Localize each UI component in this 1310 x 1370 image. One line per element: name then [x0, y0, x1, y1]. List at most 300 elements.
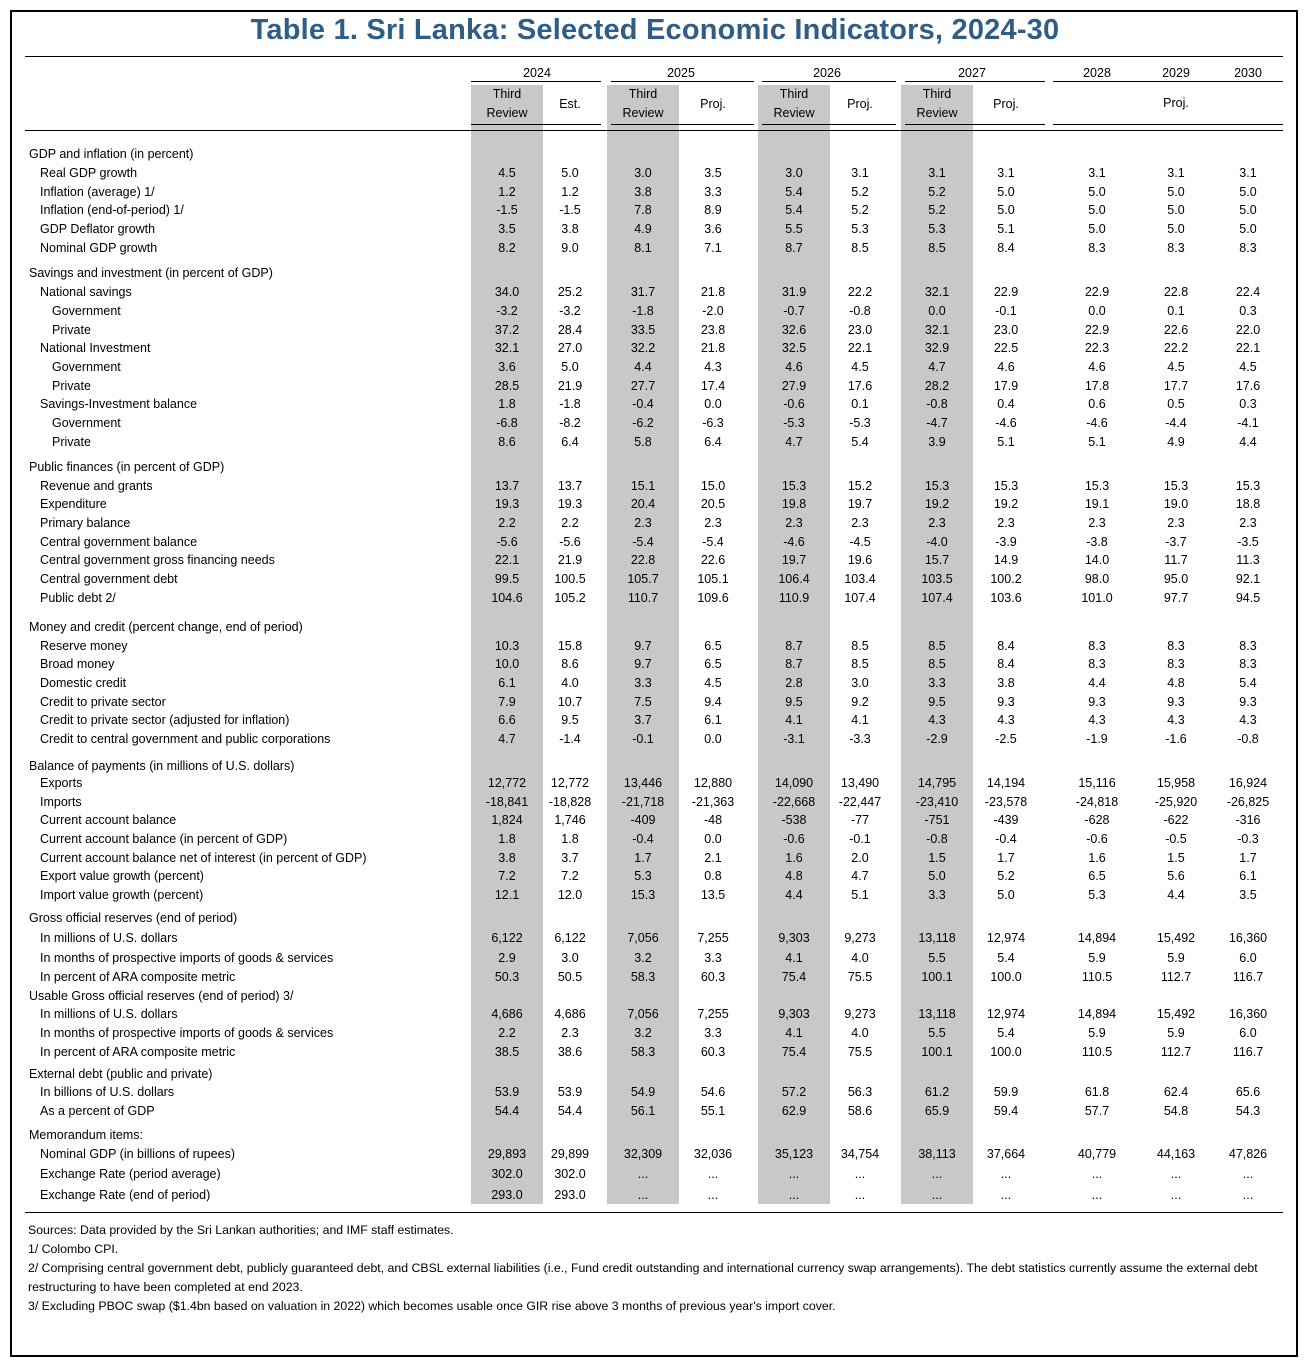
cell-value: 4.1: [785, 1026, 803, 1040]
cell-value: 116.7: [1232, 1045, 1264, 1059]
cell-value: 34.0: [494, 285, 520, 299]
subheader-rule: [905, 124, 1045, 125]
cell-value: 17.6: [847, 379, 873, 393]
cell-value: 53.9: [494, 1085, 520, 1099]
cell-value: 3.6: [704, 222, 722, 236]
cell-value: 8.3: [1088, 241, 1106, 255]
cell-value: 103.4: [844, 572, 876, 586]
cell-value: 8.1: [634, 241, 652, 255]
cell-value: -4.4: [1165, 416, 1187, 430]
cell-value: 3.6: [498, 360, 516, 374]
year-label-2030: 2030: [1234, 66, 1262, 80]
cell-value: 1.6: [1088, 851, 1106, 865]
row-label: In months of prospective imports of goods & services: [40, 951, 334, 965]
cell-value: 104.6: [491, 591, 523, 605]
cell-value: 59.4: [993, 1104, 1019, 1118]
cell-value: 17.7: [1163, 379, 1189, 393]
cell-value: 3.5: [704, 166, 722, 180]
cell-value: 4.0: [851, 951, 869, 965]
cell-value: 9.3: [1167, 695, 1185, 709]
cell-value: 8.4: [997, 639, 1015, 653]
cell-value: 112.7: [1160, 1045, 1192, 1059]
subheader-rule: [762, 124, 896, 125]
cell-value: 98.0: [1084, 572, 1110, 586]
cell-value: 106.4: [778, 572, 810, 586]
cell-value: 5.4: [851, 435, 869, 449]
cell-value: 5.9: [1088, 951, 1106, 965]
row-label: GDP Deflator growth: [40, 222, 156, 236]
cell-value: -6.2: [632, 416, 654, 430]
cell-value: 293.0: [554, 1188, 586, 1202]
cell-value: 1.2: [498, 185, 516, 199]
cell-value: 0.1: [1167, 304, 1185, 318]
cell-value: 5.3: [928, 222, 946, 236]
cell-value: 22.9: [1084, 323, 1110, 337]
cell-value: 99.5: [494, 572, 520, 586]
cell-value: 110.5: [1081, 1045, 1113, 1059]
cell-value: 50.3: [494, 970, 520, 984]
row-label: Reserve money: [40, 639, 128, 653]
cell-value: -0.8: [926, 832, 948, 846]
cell-value: 37,664: [986, 1147, 1026, 1161]
cell-value: 9,303: [778, 1007, 810, 1021]
cell-value: 19.2: [924, 497, 950, 511]
row-label: Current account balance (in percent of GDP): [40, 832, 288, 846]
cell-value: 21.8: [700, 341, 726, 355]
cell-value: 8.7: [785, 639, 803, 653]
cell-value: 14,894: [1077, 931, 1117, 945]
row-label: Import value growth (percent): [40, 888, 204, 902]
cell-value: ...: [707, 1188, 719, 1202]
cell-value: 38.5: [494, 1045, 520, 1059]
cell-value: 32.6: [781, 323, 807, 337]
cell-value: 8.5: [928, 639, 946, 653]
cell-value: 31.7: [630, 285, 656, 299]
cell-value: 9.5: [928, 695, 946, 709]
cell-value: 3.3: [634, 676, 652, 690]
cell-value: 5.0: [561, 360, 579, 374]
cell-value: 3.1: [997, 166, 1015, 180]
cell-value: 10.3: [494, 639, 520, 653]
cell-value: 7,056: [627, 931, 659, 945]
cell-value: 58.6: [847, 1104, 873, 1118]
year-label-2027: 2027: [958, 66, 986, 80]
cell-value: 7.5: [634, 695, 652, 709]
third-review-header: Review: [622, 106, 664, 120]
cell-value: 4.3: [1088, 713, 1106, 727]
cell-value: 7.2: [498, 869, 516, 883]
cell-value: 15.3: [993, 479, 1019, 493]
row-label: Domestic credit: [40, 676, 127, 690]
cell-value: 8.4: [997, 657, 1015, 671]
cell-value: -0.6: [783, 397, 805, 411]
cell-value: 7.8: [634, 203, 652, 217]
cell-value: 27.7: [630, 379, 656, 393]
cell-value: 8.7: [785, 657, 803, 671]
cell-value: 16,924: [1228, 776, 1268, 790]
cell-value: -3.7: [1165, 535, 1187, 549]
cell-value: 6.5: [1088, 869, 1106, 883]
cell-value: 9,273: [844, 931, 876, 945]
cell-value: 3.8: [561, 222, 579, 236]
cell-value: 6.1: [704, 713, 722, 727]
cell-value: 3.1: [1239, 166, 1257, 180]
cell-value: ...: [931, 1188, 943, 1202]
cell-value: 14,894: [1077, 1007, 1117, 1021]
section-title: Money and credit (percent change, end of period): [29, 620, 303, 634]
cell-value: -1.5: [559, 203, 581, 217]
cell-value: 25.2: [557, 285, 583, 299]
cell-value: -5.6: [559, 535, 581, 549]
cell-value: 0.6: [1088, 397, 1106, 411]
cell-value: 12,974: [986, 931, 1026, 945]
section-title: GDP and inflation (in percent): [29, 147, 194, 161]
cell-value: 7.2: [561, 869, 579, 883]
cell-value: 10.7: [557, 695, 583, 709]
section-title: Usable Gross official reserves (end of period) 3/: [29, 989, 294, 1003]
row-label: Credit to private sector: [40, 695, 166, 709]
cell-value: -1.5: [496, 203, 518, 217]
cell-value: 5.1: [997, 435, 1015, 449]
row-label: Expenditure: [40, 497, 107, 511]
cell-value: 21.8: [700, 285, 726, 299]
row-label: Nominal GDP (in billions of rupees): [40, 1147, 235, 1161]
row-label: Government: [52, 360, 121, 374]
cell-value: 5.2: [928, 203, 946, 217]
cell-value: 13.7: [494, 479, 520, 493]
cell-value: 8.3: [1239, 657, 1257, 671]
cell-value: 8.5: [851, 639, 869, 653]
cell-value: -0.7: [783, 304, 805, 318]
table-bottom-rule: [25, 1212, 1283, 1213]
cell-value: 5.0: [1088, 222, 1106, 236]
cell-value: 3.5: [1239, 888, 1257, 902]
cell-value: 5.5: [928, 951, 946, 965]
cell-value: 5.1: [1088, 435, 1106, 449]
cell-value: 2.3: [1088, 516, 1106, 530]
cell-value: 116.7: [1232, 970, 1264, 984]
cell-value: 13,446: [623, 776, 663, 790]
cell-value: 22.3: [1084, 341, 1110, 355]
cell-value: 5.1: [997, 222, 1015, 236]
row-label: Current account balance: [40, 813, 177, 827]
cell-value: 29,899: [550, 1147, 590, 1161]
row-label: Nominal GDP growth: [40, 241, 158, 255]
cell-value: 19.1: [1084, 497, 1110, 511]
cell-value: -4.5: [849, 535, 871, 549]
cell-value: 3.3: [928, 676, 946, 690]
cell-value: -24,818: [1075, 795, 1119, 809]
cell-value: 23.0: [993, 323, 1019, 337]
cell-value: -0.4: [632, 397, 654, 411]
cell-value: 2.3: [928, 516, 946, 530]
cell-value: 9.5: [785, 695, 803, 709]
cell-value: ...: [1091, 1167, 1103, 1181]
row-label: Real GDP growth: [40, 166, 138, 180]
cell-value: 8.3: [1167, 241, 1185, 255]
cell-value: 95.0: [1163, 572, 1189, 586]
cell-value: 5.0: [1167, 222, 1185, 236]
cell-value: 15.3: [1084, 479, 1110, 493]
cell-value: 4.5: [498, 166, 516, 180]
cell-value: 22.8: [1163, 285, 1189, 299]
cell-value: -1.6: [1165, 732, 1187, 746]
page-title: Table 1. Sri Lanka: Selected Economic Indicators, 2024-30: [250, 14, 1060, 46]
cell-value: 62.4: [1163, 1085, 1189, 1099]
cell-value: -1.9: [1086, 732, 1108, 746]
cell-value: 110.9: [778, 591, 810, 605]
cell-value: 2.3: [785, 516, 803, 530]
cell-value: ...: [788, 1188, 800, 1202]
cell-value: 47,826: [1228, 1147, 1268, 1161]
row-label: Current account balance net of interest (in percent of GDP): [40, 851, 367, 865]
cell-value: 33.5: [630, 323, 656, 337]
cell-value: 1,746: [554, 813, 586, 827]
year-label-2026: 2026: [813, 66, 841, 80]
cell-value: -1.4: [559, 732, 581, 746]
cell-value: 15.3: [924, 479, 950, 493]
cell-value: 32.1: [494, 341, 520, 355]
cell-value: 9.5: [561, 713, 579, 727]
cell-value: 5.3: [634, 869, 652, 883]
cell-value: 8.5: [928, 657, 946, 671]
cell-value: -5.4: [702, 535, 724, 549]
third-review-header: Review: [773, 106, 815, 120]
row-label: In millions of U.S. dollars: [40, 931, 178, 945]
cell-value: -21,718: [621, 795, 665, 809]
cell-value: 22.0: [1235, 323, 1261, 337]
cell-value: 4.0: [561, 676, 579, 690]
cell-value: 8.4: [997, 241, 1015, 255]
cell-value: 5.0: [1088, 185, 1106, 199]
cell-value: 1.6: [785, 851, 803, 865]
year-label-2024: 2024: [523, 66, 551, 80]
cell-value: 5.0: [997, 203, 1015, 217]
cell-value: 31.9: [781, 285, 807, 299]
cell-value: 15,958: [1156, 776, 1196, 790]
cell-value: 60.3: [700, 970, 726, 984]
cell-value: -0.1: [849, 832, 871, 846]
cell-value: -3.5: [1237, 535, 1259, 549]
cell-value: 5.4: [785, 185, 803, 199]
cell-value: 22.1: [1235, 341, 1261, 355]
cell-value: -4.6: [783, 535, 805, 549]
cell-value: 7.9: [498, 695, 516, 709]
section-title: Balance of payments (in millions of U.S. dollars): [29, 759, 295, 773]
cell-value: 6,122: [491, 931, 523, 945]
third-review-header: Review: [486, 106, 528, 120]
cell-value: 2.1: [704, 851, 722, 865]
cell-value: 15.0: [700, 479, 726, 493]
cell-value: 2.2: [498, 516, 516, 530]
cell-value: 0.3: [1239, 304, 1257, 318]
cell-value: 28.5: [494, 379, 520, 393]
cell-value: 75.4: [781, 970, 807, 984]
cell-value: 56.3: [847, 1085, 873, 1099]
cell-value: 0.0: [704, 397, 722, 411]
cell-value: 1.5: [1167, 851, 1185, 865]
cell-value: 17.9: [993, 379, 1019, 393]
cell-value: -3.2: [496, 304, 518, 318]
cell-value: 5.9: [1088, 1026, 1106, 1040]
year-group-rule: [611, 81, 754, 82]
cell-value: 4.5: [1239, 360, 1257, 374]
section-title: Public finances (in percent of GDP): [29, 460, 225, 474]
cell-value: -21,363: [691, 795, 735, 809]
row-label: Inflation (end-of-period) 1/: [40, 203, 184, 217]
cell-value: 40,779: [1077, 1147, 1117, 1161]
cell-value: 112.7: [1160, 970, 1192, 984]
cell-value: 9.7: [634, 639, 652, 653]
cell-value: -0.8: [849, 304, 871, 318]
cell-value: 4.0: [851, 1026, 869, 1040]
cell-value: ...: [788, 1167, 800, 1181]
cell-value: 2.0: [851, 851, 869, 865]
cell-value: 4.7: [498, 732, 516, 746]
cell-value: 8.6: [498, 435, 516, 449]
section-title: Memorandum items:: [29, 1128, 143, 1142]
year-group-rule: [1053, 81, 1283, 82]
cell-value: 7,056: [627, 1007, 659, 1021]
row-label: In percent of ARA composite metric: [40, 970, 236, 984]
cell-value: 3.8: [997, 676, 1015, 690]
cell-value: -3.1: [783, 732, 805, 746]
cell-value: 22.2: [1163, 341, 1189, 355]
cell-value: 2.3: [851, 516, 869, 530]
cell-value: 13.5: [700, 888, 726, 902]
cell-value: 4.3: [928, 713, 946, 727]
third-review-header: Third: [492, 87, 522, 101]
cell-value: -48: [703, 813, 723, 827]
cell-value: 4.3: [1167, 713, 1185, 727]
cell-value: 32.2: [630, 341, 656, 355]
cell-value: 5.2: [928, 185, 946, 199]
cell-value: 11.3: [1236, 553, 1260, 567]
cell-value: 100.1: [921, 1045, 953, 1059]
year-group-rule: [762, 81, 896, 82]
cell-value: 4.1: [785, 951, 803, 965]
footnote: 3/ Excluding PBOC swap ($1.4bn based on valuation in 2022) which becomes usable once GIR rise above 3 months of previous year's import cover.: [28, 1299, 836, 1313]
cell-value: 3.5: [498, 222, 516, 236]
cell-value: 17.8: [1084, 379, 1110, 393]
cell-value: 2.3: [1167, 516, 1185, 530]
cell-value: 5.6: [1167, 869, 1185, 883]
row-label: Revenue and grants: [40, 479, 153, 493]
cell-value: 15.3: [781, 479, 807, 493]
cell-value: -26,825: [1226, 795, 1270, 809]
cell-value: 32,309: [623, 1147, 663, 1161]
cell-value: 50.5: [557, 970, 583, 984]
cell-value: 54.6: [700, 1085, 726, 1099]
cell-value: 5.0: [1167, 185, 1185, 199]
row-label: In percent of ARA composite metric: [40, 1045, 236, 1059]
cell-value: 9,303: [778, 931, 810, 945]
row-label: Exchange Rate (period average): [40, 1167, 221, 1181]
cell-value: 6.1: [1239, 869, 1257, 883]
cell-value: 5.5: [928, 1026, 946, 1040]
cell-value: 53.9: [557, 1085, 583, 1099]
cell-value: 5.4: [997, 1026, 1015, 1040]
cell-value: 4.6: [1088, 360, 1106, 374]
cell-value: 92.1: [1235, 572, 1261, 586]
cell-value: 13,490: [840, 776, 880, 790]
cell-value: 0.0: [928, 304, 946, 318]
cell-value: 0.0: [704, 832, 722, 846]
cell-value: 0.8: [704, 869, 722, 883]
cell-value: -1.8: [559, 397, 581, 411]
cell-value: 14.0: [1084, 553, 1110, 567]
cell-value: 5.2: [851, 185, 869, 199]
cell-value: 5.4: [785, 203, 803, 217]
cell-value: 15.3: [1235, 479, 1261, 493]
cell-value: 4,686: [554, 1007, 586, 1021]
row-label: Public debt 2/: [40, 591, 116, 605]
cell-value: 8.9: [704, 203, 722, 217]
cell-value: 22.5: [993, 341, 1019, 355]
cell-value: 32.1: [924, 285, 950, 299]
cell-value: 12,772: [550, 776, 590, 790]
cell-value: 4.8: [785, 869, 803, 883]
cell-value: 15.8: [557, 639, 583, 653]
cell-value: -4.6: [1086, 416, 1108, 430]
cell-value: 10.0: [494, 657, 520, 671]
cell-value: 5.5: [785, 222, 803, 236]
header-bottom-rule: [25, 130, 1283, 131]
cell-value: 105.7: [627, 572, 659, 586]
cell-value: 4.7: [785, 435, 803, 449]
cell-value: 5.9: [1167, 951, 1185, 965]
cell-value: 34,754: [840, 1147, 880, 1161]
cell-value: 103.5: [921, 572, 953, 586]
cell-value: 38.6: [557, 1045, 583, 1059]
cell-value: 0.0: [1088, 304, 1106, 318]
cell-value: 101.0: [1081, 591, 1113, 605]
cell-value: 8.6: [561, 657, 579, 671]
cell-value: 22.9: [993, 285, 1019, 299]
cell-value: 65.9: [924, 1104, 950, 1118]
cell-value: 2.8: [785, 676, 803, 690]
cell-value: 3.1: [928, 166, 946, 180]
cell-value: -316: [1235, 813, 1261, 827]
cell-value: 22.2: [847, 285, 873, 299]
year-group-rule: [905, 81, 1045, 82]
cell-value: 11.7: [1164, 553, 1188, 567]
cell-value: ...: [854, 1167, 866, 1181]
cell-value: 22.4: [1235, 285, 1261, 299]
cell-value: 0.3: [1239, 397, 1257, 411]
cell-value: 5.0: [997, 888, 1015, 902]
cell-value: 14.9: [993, 553, 1019, 567]
cell-value: 5.0: [997, 185, 1015, 199]
cell-value: 35,123: [774, 1147, 814, 1161]
cell-value: 8.5: [851, 657, 869, 671]
cell-value: 100.1: [921, 970, 953, 984]
cell-value: 75.5: [847, 1045, 873, 1059]
row-label: Exports: [40, 776, 83, 790]
cell-value: 75.5: [847, 970, 873, 984]
cell-value: -2.0: [702, 304, 724, 318]
cell-value: 5.8: [634, 435, 652, 449]
cell-value: 97.7: [1163, 591, 1189, 605]
row-label: Private: [52, 323, 91, 337]
cell-value: 8.3: [1088, 639, 1106, 653]
cell-value: 107.4: [921, 591, 953, 605]
cell-value: 1.2: [561, 185, 579, 199]
cell-value: 15,116: [1078, 776, 1116, 790]
cell-value: ...: [1242, 1167, 1254, 1181]
cell-value: 6.0: [1239, 951, 1257, 965]
cell-value: 2.9: [498, 951, 516, 965]
